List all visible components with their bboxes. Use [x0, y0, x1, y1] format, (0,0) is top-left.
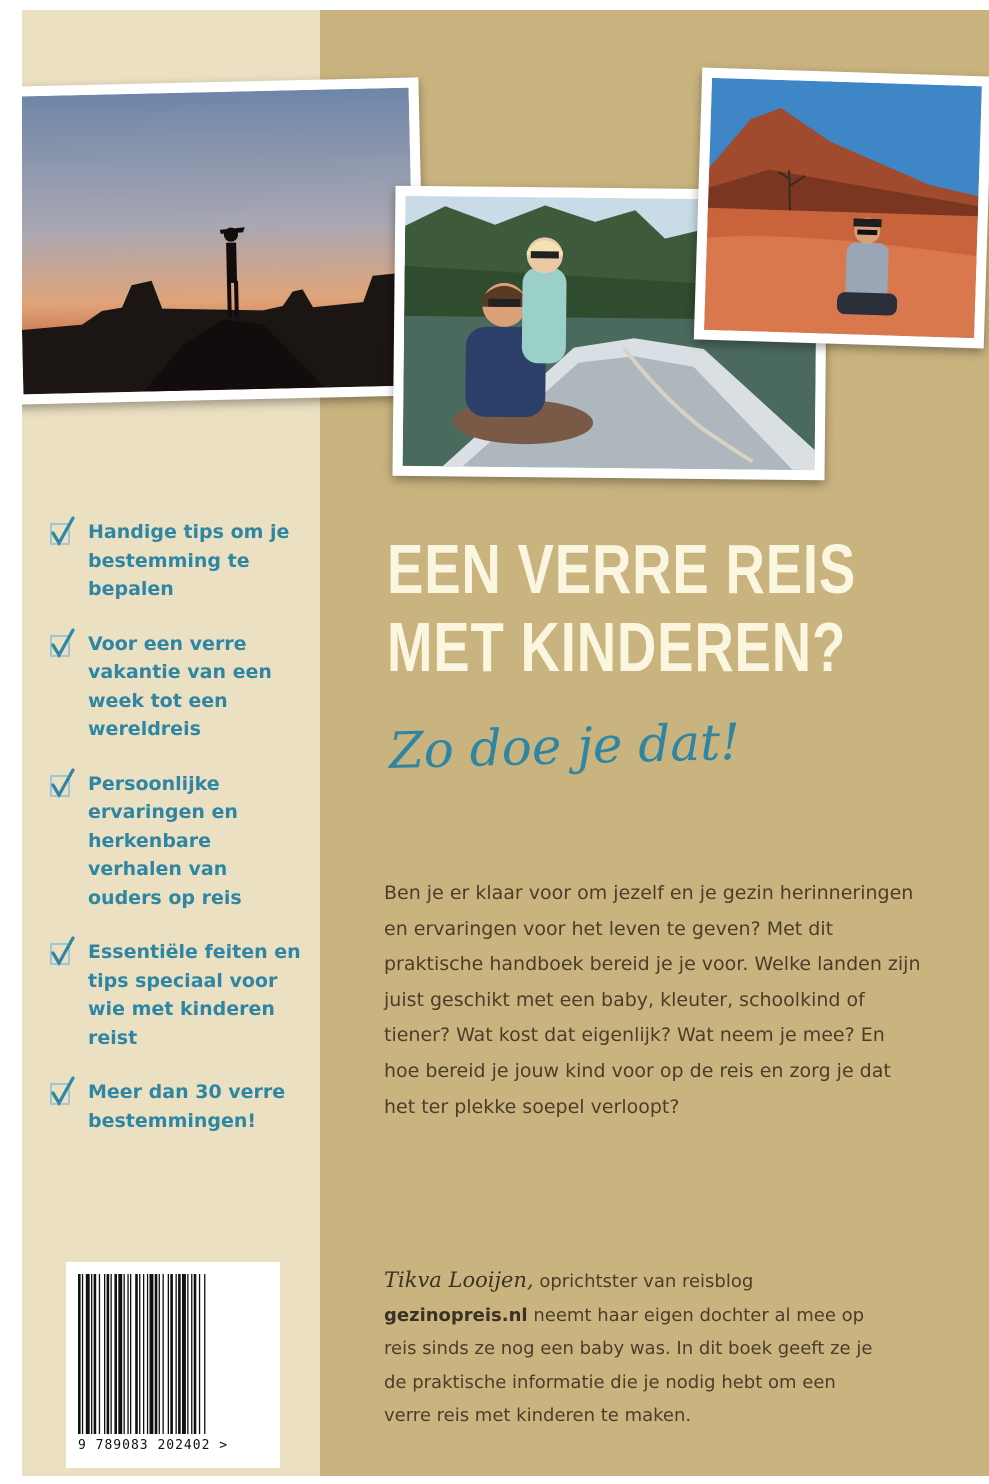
checklist-text: Meer dan 30 verre bestemmingen!	[88, 1081, 286, 1132]
checklist-text: Persoonlijke ervaringen en herkenbare verhalen van ouders op reis	[88, 772, 242, 909]
cover-headline	[387, 530, 857, 686]
checklist-text: Voor een verre vakantie van een week tot een wereldreis	[88, 632, 272, 740]
author-bio	[384, 1264, 884, 1433]
checkmark-icon	[52, 1082, 74, 1104]
isbn-number: 9 789083 202402 >	[78, 1438, 229, 1453]
checklist-item	[52, 938, 302, 1052]
checklist-item	[52, 770, 302, 913]
isbn-barcode	[66, 1262, 280, 1468]
checklist-text: Handige tips om je bestemming te bepalen	[88, 521, 290, 600]
checkmark-icon	[52, 942, 74, 964]
checklist-item	[52, 1078, 302, 1135]
checklist-item	[52, 630, 302, 744]
checklist-item	[52, 518, 302, 604]
headline-line-1: EEN VERRE REIS	[387, 530, 857, 608]
photo-sunset-silhouette	[22, 77, 426, 404]
book-back-cover	[22, 10, 989, 1476]
blog-url: gezinopreis.nl	[384, 1304, 528, 1326]
author-rest: neemt haar eigen dochter al mee op reis sinds ze nog een baby was. In dit boek geeft ze je de praktische informatie die je nodig hebt om een verre reis met kinderen te maken.	[384, 1304, 873, 1426]
checkmark-icon	[52, 522, 74, 544]
checkmark-icon	[52, 634, 74, 656]
book-description: Ben je er klaar voor om jezelf en je gezin herinneringen en ervaringen voor het leven te geven? Met dit praktische handboek bereid je je voor. Welke landen zijn juist geschikt met een baby, kleuter, schoolkind of tiener? Wat kost dat eigenlijk? Wat neem je mee? En hoe bereid je jouw kind voor op de reis en zorg je dat het ter plekke soepel verloopt?	[384, 882, 921, 1118]
author-name: Tikva Looijen,	[384, 1268, 534, 1292]
headline-line-2: MET KINDEREN?	[387, 608, 847, 686]
author-intro: oprichtster van reisblog	[533, 1271, 754, 1292]
feature-checklist	[52, 518, 302, 1161]
cover-subline: Zo doe je dat!	[388, 712, 741, 780]
checklist-text: Essentiële feiten en tips speciaal voor wie met kinderen reist	[88, 941, 301, 1049]
photo-desert-dunes	[694, 68, 989, 349]
barcode-bars	[78, 1274, 268, 1434]
checkmark-icon	[52, 774, 74, 796]
